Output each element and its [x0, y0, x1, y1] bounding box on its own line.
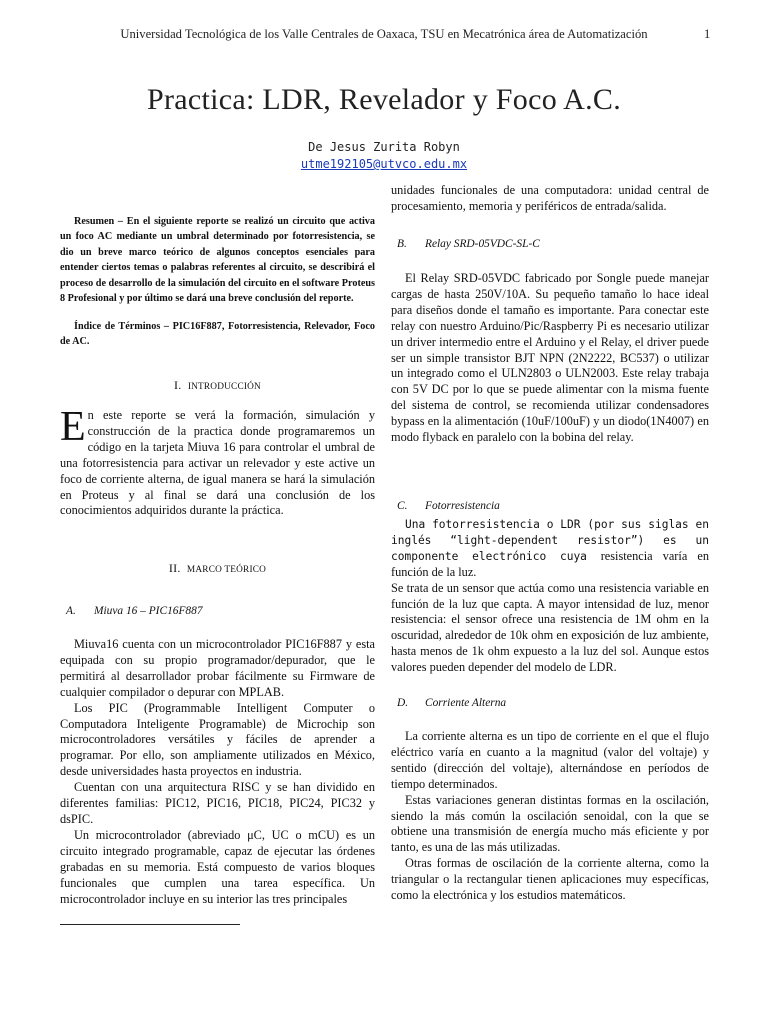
paper-title: Practica: LDR, Revelador y Foco A.C. — [146, 83, 622, 116]
author-email[interactable] — [0, 157, 768, 171]
section-number: II. — [168, 561, 181, 575]
paragraph: Cuentan con una arquitectura RISC y se han dividido en diferentes familias: PIC12, PIC16, PIC18, PIC24, PIC32 y dsPIC. — [60, 780, 375, 826]
page-number: 1 — [704, 27, 711, 41]
section-heading-intro — [60, 378, 375, 393]
subsection-label: A. — [66, 605, 76, 617]
right-column-continuation — [391, 183, 709, 215]
author-email-link[interactable]: utme192105@utvco.edu.mx — [300, 157, 468, 171]
drop-cap: E — [60, 404, 86, 450]
subsection-label: B. — [397, 238, 407, 250]
section-title: MARCO TEÓRICO — [186, 565, 267, 575]
subsection-title: Corriente Alterna — [425, 697, 507, 709]
subsection-heading-d — [391, 697, 709, 709]
handwriting-text: Una fotorresistencia o LDR (por sus siglas en inglés “light-dependent resistor”) es un componente electrónico cuya — [391, 518, 709, 563]
running-head: Universidad Tecnológica de los Valle Centrales de Oaxaca, TSU en Mecatrónica área de Automatización — [120, 27, 648, 41]
section-title: INTRODUCCIÓN — [187, 382, 261, 392]
paragraph: La corriente alterna es un tipo de corriente en el que el flujo eléctrico varía en cuanto a la magnitud (valor del voltaje) y sentido (dirección del voltaje), alternándose en períodos de tiempo determinados. — [391, 729, 709, 791]
paragraph: Estas variaciones generan distintas formas en la oscilación, siendo la más común la oscilación senoidal, con la que se obtiene una transmisión de energía mucho más eficiente y por tanto, es una de las más utilizadas. — [391, 792, 709, 855]
paragraph: Miuva16 cuenta con un microcontrolador PIC16F887 y esta equipada con su propio programador/depurador, que le permitirá al desarrollador probar fácilmente su Firmware de cualquier compilador o depurar con MPLAB. — [60, 637, 375, 699]
paragraph-tail: resistencia varía en función de la luz. — [391, 548, 709, 579]
footnote-rule — [60, 924, 240, 925]
author-name: De Jesus Zurita Robyn — [308, 140, 460, 154]
index-terms: Índice de Términos – PIC16F887, Fotorresistencia, Relevador, Foco de AC. — [60, 321, 375, 348]
subsection-title: Fotorresistencia — [425, 500, 500, 512]
section-heading-marco — [60, 561, 375, 576]
subsection-label: C. — [397, 500, 408, 512]
subsection-title: Relay SRD-05VDC-SL-C — [425, 238, 540, 250]
subsection-d-body — [391, 729, 709, 904]
paragraph: Los PIC (Programmable Intelligent Computer o Computadora Inteligente Programable) de Microchip son microcontroladores versátiles y fáciles de aprender a programar. Por ello, son ampliamente utilizados en México, desde universidades hasta proyectos en industria. — [60, 700, 375, 779]
intro-paragraph — [60, 404, 375, 519]
subsection-heading-b — [391, 238, 709, 250]
paragraph: unidades funcionales de una computadora: unidad central de procesamiento, memoria y periféricos de entrada/salida. — [391, 183, 709, 213]
paragraph-handwriting — [391, 517, 709, 581]
subsection-b-body — [391, 271, 709, 446]
paragraph: El Relay SRD-05VDC fabricado por Songle puede manejar cargas de hasta 250V/10A. Su pequeño tamaño lo hace ideal para diseños donde el tamaño es importante. Para conectar este relay con nuestro Arduino/Pic/Raspberry Pi es necesario utilizar un driver intermedio entre el Arduino y el Relay, el driver puede ser un simple transistor BJT NPN (2N2222, BC537) o utilizar un integrado como el ULN2803 o ULN2003. Este relay trabaja con 5V DC por lo que se puede alimentar con la misma fuente del sistema de control, se recomienda utilizar condensadores bypass en la alimentación (10uF/100uF) y un diodo(1N4007) en modo flyback en paralelo con la bobina del relay. — [391, 271, 709, 445]
subsection-title: Miuva 16 – PIC16F887 — [94, 605, 203, 617]
subsection-label: D. — [397, 697, 409, 709]
subsection-heading-c — [391, 500, 709, 512]
intro-text: n este reporte se verá la formación, simulación y construcción de la practica donde programaremos un código en la tarjeta Miuva 16 para controlar el umbral de una fotorresistencia para activar un relevador y este active un foco de corriente alterna, de igual manera se hará la simulación en Proteus y al final se dará una conclusión de los conocimientos adquiridos durante la práctica. — [60, 408, 375, 518]
section-number: I. — [174, 378, 182, 392]
subsection-heading-a — [60, 605, 375, 617]
subsection-a-body — [60, 637, 375, 907]
subsection-c-body — [391, 517, 709, 676]
abstract: Resumen – En el siguiente reporte se realizó un circuito que activa un foco AC mediante un umbral determinado por fotorresistencia, se dio un breve marco teórico de algunos conceptos esenciales para entender ciertos temas o palabras referentes al circuito, se describirá el proceso de desarrollo de la simulación del circuito en el software Proteus 8 Profesional y por último se dará una breve conclusión del reporte. — [60, 216, 375, 305]
paragraph: Otras formas de oscilación de la corriente alterna, como la triangular o la rectangular tienen aplicaciones muy específicas, como la electrónica y los estudios matemáticos. — [391, 856, 709, 903]
paragraph: Un microcontrolador (abreviado μC, UC o mCU) es un circuito integrado programable, capaz de ejecutar las órdenes grabadas en su memoria. Está compuesto de varios bloques funcionales que cumplen una tarea específica. Un microcontrolador incluye en su interior las tres principales — [60, 827, 375, 906]
paragraph: Se trata de un sensor que actúa como una resistencia variable en función de la luz que capta. A mayor intensidad de luz, menor resistencia: el sensor ofrece una resistencia de 1M ohm en la oscuridad, alrededor de 10k ohm en exposición de luz ambiente, hasta menos de 1k ohm expuesto a la luz del sol. Aunque estos valores pueden depender del modelo de LDR. — [391, 580, 709, 675]
